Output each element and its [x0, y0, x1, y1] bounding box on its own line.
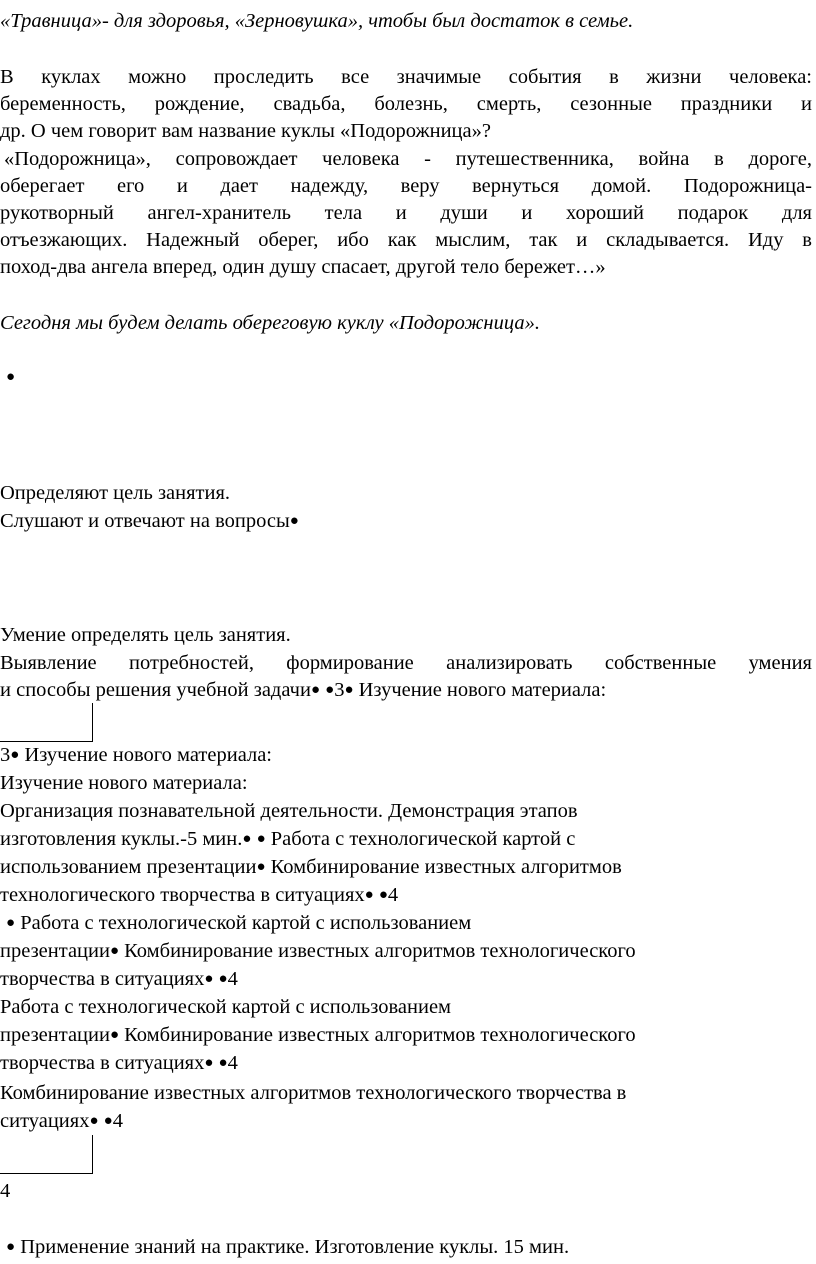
- listen-line: Слушают и отвечают на вопросы●: [0, 510, 299, 532]
- organization-line-2: изготовления куклы.-5 мин.● ● Работа с технологической картой с: [0, 828, 576, 850]
- bullet-icon: ●: [256, 831, 266, 847]
- creativity-line-3: творчества в ситуациях● ●4: [0, 1052, 238, 1074]
- paragraph-events-line-1: В куклах можно проследить все значимые события в жизни человека:: [0, 66, 812, 88]
- intro-italic-line: «Травница»- для здоровья, «Зерновушка», чтобы был достаток в семье.: [0, 10, 634, 32]
- practice-line: ● Применение знаний на практике. Изготовление куклы. 15 мин.: [6, 1236, 570, 1258]
- bullet-icon: ●: [218, 971, 228, 987]
- bullet-icon: ●: [204, 971, 214, 987]
- paragraph-podorozhnitsa-line-1: «Подорожница», сопровождает человека - путешественника, война в дороге,: [4, 148, 812, 170]
- paragraph-podorozhnitsa-line-5: поход-два ангела вперед, один душу спасает, другой тело бережет…»: [0, 256, 606, 278]
- bullet-icon: ●: [242, 831, 252, 847]
- bullet-icon: ●: [364, 887, 374, 903]
- bullet-icon: ●: [218, 1055, 228, 1071]
- bullet-icon: ●: [344, 682, 354, 698]
- bullet-icon: ●: [325, 682, 335, 698]
- study-line: Изучение нового материала:: [0, 772, 248, 794]
- combine-line-4: Комбинирование известных алгоритмов технологического творчества в: [0, 1082, 627, 1104]
- paragraph-podorozhnitsa-line-3: рукотворный ангел-хранитель тела и души и хороший подарок для: [0, 202, 812, 224]
- bullet-icon: ●: [256, 859, 266, 875]
- skill-line: Умение определять цель занятия.: [0, 624, 291, 646]
- bullet-icon: ●: [6, 1239, 16, 1255]
- table-cell-border: [0, 703, 93, 742]
- presentation-line-3: презентации● Комбинирование известных алгоритмов технологического: [0, 1024, 636, 1046]
- bullet-icon: ●: [378, 887, 388, 903]
- paragraph-podorozhnitsa-line-4: отъезжающих. Надежный оберег, ибо как мыслим, так и складывается. Иду в: [0, 229, 812, 251]
- bullet-icon: ●: [6, 915, 16, 931]
- bullet-icon: ●: [310, 682, 320, 698]
- bullet-icon: ●: [289, 513, 299, 529]
- paragraph-podorozhnitsa-line-2: оберегает его и дает надежду, веру вернуться домой. Подорожница-: [0, 175, 812, 197]
- goal-line: Определяют цель занятия.: [0, 482, 231, 504]
- bullet-icon: ●: [10, 747, 20, 763]
- situations-line-4: ситуациях● ●4: [0, 1110, 123, 1132]
- presentation-line-2: презентации● Комбинирование известных алгоритмов технологического: [0, 940, 636, 962]
- work-line-2: ● Работа с технологической картой с использованием: [6, 912, 472, 934]
- bullet-icon: ●: [109, 1027, 120, 1043]
- paragraph-events-line-3: др. О чем говорит вам название куклы «Подорожница»?: [0, 120, 491, 142]
- creativity-line-1: технологического творчества в ситуациях● ●4: [0, 884, 399, 906]
- stage-4-number: 4: [0, 1180, 11, 1202]
- stage-3-line: 3● Изучение нового материала:: [0, 744, 272, 766]
- paragraph-events-line-2: беременность, рождение, свадьба, болезнь, смерть, сезонные праздники и: [0, 93, 812, 115]
- bullet-icon: ●: [6, 369, 16, 385]
- work-line-3: Работа с технологической картой с использованием: [0, 996, 452, 1018]
- bullet-icon: ●: [89, 1113, 99, 1129]
- creativity-line-2: творчества в ситуациях● ●4: [0, 968, 238, 990]
- presentation-line-1: использованием презентации● Комбинирование известных алгоритмов: [0, 856, 622, 878]
- table-cell-border: [0, 1135, 93, 1174]
- needs-line-2: и способы решения учебной задачи● ●3● Изучение нового материала:: [0, 679, 607, 701]
- organization-line-1: Организация познавательной деятельности. Демонстрация этапов: [0, 800, 578, 822]
- bullet-icon: ●: [204, 1055, 214, 1071]
- bullet-icon: ●: [103, 1113, 113, 1129]
- needs-line-1: Выявление потребностей, формирование анализировать собственные умения: [0, 652, 812, 674]
- bullet-icon: ●: [109, 943, 120, 959]
- today-italic-line: Сегодня мы будем делать обереговую куклу «Подорожница».: [0, 312, 540, 334]
